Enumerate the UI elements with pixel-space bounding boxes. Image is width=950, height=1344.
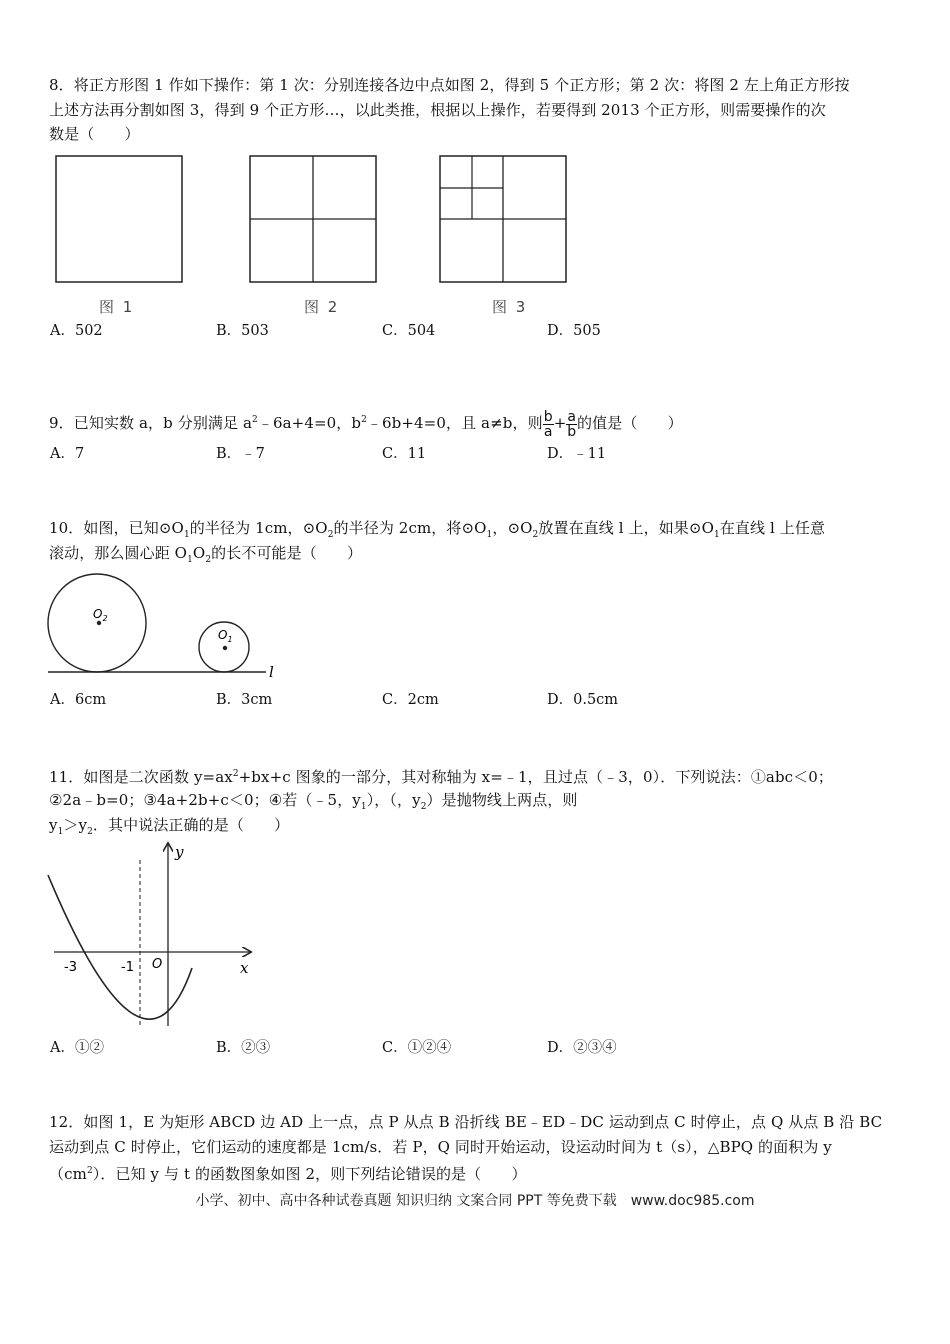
q9-text-mid2: ﹣6b+4=0，且 a≠b，则 (366, 414, 543, 432)
q11-l3-sub2: 2 (87, 827, 93, 837)
q12-l3-a: （cm (49, 1165, 87, 1183)
page-footer: 小学、初中、高中各种试卷真题 知识归纳 文案合同 PPT 等免费下载 www.doc985.com (195, 1193, 755, 1209)
q10-line-2 (49, 542, 362, 571)
q10-option-a: A．6cm (50, 692, 107, 708)
q11-l3-c: ．其中说法正确的是（ ） (92, 816, 290, 834)
q10-l1-sub1: 1 (183, 530, 190, 540)
label-o2: $O_2$ (93, 607, 108, 623)
q9-option-c: C．11 (382, 446, 427, 462)
q8-figure-2 (249, 155, 379, 285)
q12-l3-b: ）．已知 y 与 t 的函数图象如图 2，则下列结论错误的是（ ） (92, 1165, 527, 1183)
q12-line-2: 运动到点 C 时停止，它们运动的速度都是 1cm/s．若 P，Q 同时开始运动，设运动时间为 t（s），△BPQ 的面积为 y (49, 1138, 832, 1156)
q9-text-mid1: ﹣6a+4=0，b (257, 414, 362, 432)
q10-l2-c: 的长不可能是（ ） (211, 544, 363, 562)
q8-line-2: 上述方法再分割如图 3，得到 9 个正方形…，以此类推，根据以上操作，若要得到 2013 个正方形，则需要操作的次 (49, 101, 826, 119)
q8-option-b: B．503 (216, 323, 269, 339)
q10-option-c: C．2cm (382, 692, 439, 708)
q10-option-d: D．0.5cm (547, 692, 619, 708)
q9-fraction-2-numerator: a (567, 408, 577, 425)
q12-l3-sup: 2 (86, 1166, 93, 1176)
q10-l1-d: ，⊙O (492, 519, 533, 537)
q10-l1-sub3: 1 (486, 530, 493, 540)
circle-o1-center (223, 646, 227, 650)
q8-line-3: 数是（ ） (49, 125, 140, 143)
tick-label-minus-3: -3 (64, 960, 77, 975)
q9-option-b: B．﹣7 (216, 446, 265, 462)
q10-l1-sub4: 2 (532, 530, 539, 540)
q9-fraction-1-numerator: b (543, 408, 553, 425)
q11-l2-sub2: 2 (420, 802, 427, 812)
q10-l2-sub1: 1 (187, 555, 193, 565)
q11-option-a: A．①② (50, 1040, 104, 1056)
q9-option-a: A．7 (50, 446, 85, 462)
q11-l2-a: ②2a﹣b=0；③4a+2b+c＜0；④若（﹣5，y (49, 791, 361, 809)
label-o1: $O_1$ (218, 628, 233, 644)
circle-o2-center (97, 621, 101, 625)
q10-l2-sub2: 2 (205, 555, 212, 565)
parabola-curve (48, 875, 192, 1019)
q8-figure-3 (439, 155, 569, 285)
q11-l3-a: y (49, 816, 58, 834)
q11-l1-a: 11．如图是二次函数 y=ax (49, 768, 233, 786)
q9-plus-sign: + (553, 414, 567, 432)
q10-l1-e: 放置在直线 l 上，如果⊙O (538, 519, 714, 537)
q10-l2-a: 滚动，那么圆心距 O (49, 544, 188, 562)
origin-label: O (152, 957, 163, 972)
q8-figure-2-caption: 图 2 (304, 298, 340, 316)
q11-option-d: D．②③④ (547, 1040, 617, 1056)
q10-l1-a: 10．如图，已知⊙O (49, 519, 184, 537)
q9-option-d: D．﹣11 (547, 446, 607, 462)
q11-l3-b: ＞y (63, 816, 88, 834)
q11-option-b: B．②③ (216, 1040, 271, 1056)
q11-l3-sub1: 1 (57, 827, 64, 837)
q10-l1-b: 的半径为 1cm，⊙O (189, 519, 328, 537)
q9-sup-1: 2 (252, 415, 258, 425)
q10-l1-sub2: 2 (327, 530, 334, 540)
q8-figure-1-caption: 图 1 (99, 298, 135, 316)
q11-line-3 (49, 814, 289, 843)
q11-l1-b: +bx+c 图象的一部分，其对称轴为 x=﹣1，且过点（﹣3，0）．下列说法：①abc＜0； (238, 768, 834, 786)
q9-stem (49, 404, 683, 439)
q10-option-b: B．3cm (216, 692, 273, 708)
q12-line-1: 12．如图 1，E 为矩形 ABCD 边 AD 上一点，点 P 从点 B 沿折线 BE﹣ED﹣DC 运动到点 C 时停止，点 Q 从点 B 沿 BC (49, 1113, 883, 1131)
q9-fraction-2-denominator: b (567, 423, 577, 440)
axis-label-x: x (240, 959, 249, 977)
q10-l1-sub5: 1 (713, 530, 720, 540)
tick-label-minus-1: -1 (121, 960, 134, 975)
q11-l1-sup: 2 (232, 769, 239, 779)
q10-l1-c: 的半径为 2cm，将⊙O (333, 519, 487, 537)
q11-option-c: C．①②④ (382, 1040, 452, 1056)
q11-line-1 (49, 763, 833, 788)
q9-fraction-b-over-a (543, 410, 554, 439)
q8-figure-3-caption: 图 3 (492, 298, 528, 316)
q9-text-post: 的值是（ ） (577, 414, 683, 432)
label-l: l (269, 663, 274, 681)
q9-text-pre: 9．已知实数 a，b 分别满足 a (49, 414, 253, 432)
q11-l2-b: ），（，y (366, 791, 421, 809)
q8-line-1: 8．将正方形图 1 作如下操作：第 1 次：分别连接各边中点如图 2，得到 5 个正方形；第 2 次：将图 2 左上角正方形按 (49, 76, 850, 94)
axis-label-y: y (175, 843, 184, 861)
q10-l2-b: O (192, 544, 206, 562)
q9-fraction-1-denominator: a (543, 423, 553, 440)
q11-parabola-graph (44, 840, 264, 1030)
q8-figure-1 (55, 155, 185, 285)
q9-fraction-a-over-b (566, 410, 577, 439)
q8-option-c: C．504 (382, 323, 436, 339)
q10-circles-figure (44, 575, 284, 685)
q10-l1-f: 在直线 l 上任意 (719, 519, 826, 537)
q11-l2-sub1: 1 (360, 802, 367, 812)
q12-line-3 (49, 1160, 527, 1185)
q8-option-a: A．502 (50, 323, 103, 339)
q8-option-d: D．505 (547, 323, 601, 339)
q9-sup-2: 2 (361, 415, 367, 425)
q11-l2-c: ）是抛物线上两点，则 (426, 791, 578, 809)
